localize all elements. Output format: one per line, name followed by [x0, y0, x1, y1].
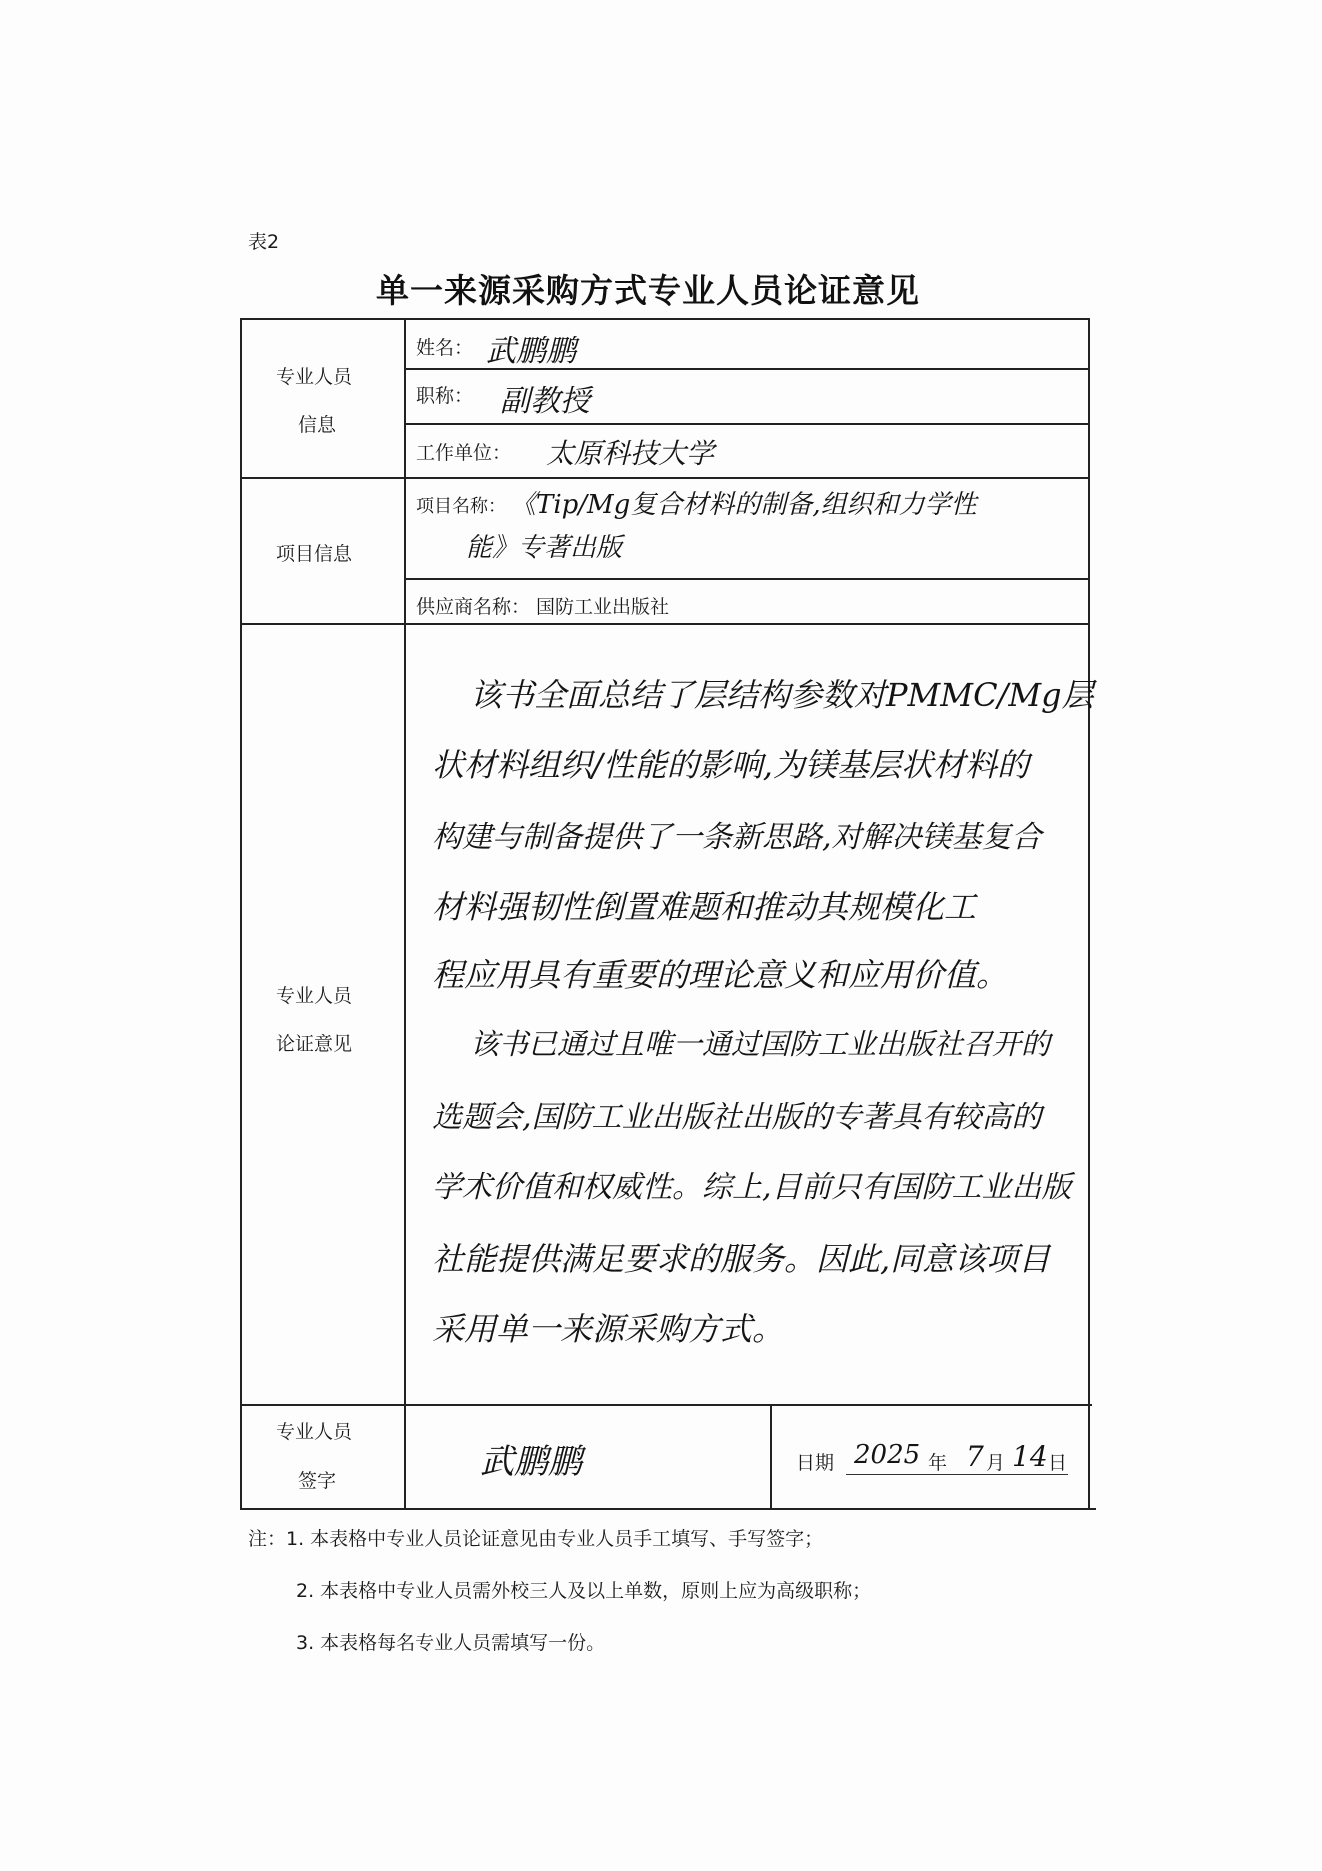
date-day: 14 [1012, 1440, 1048, 1473]
date-year-unit: 年 [928, 1452, 948, 1474]
opinion-line: 选题会,国防工业出版社出版的专著具有较高的 [432, 1100, 1042, 1135]
label-project: 项目信息 [276, 543, 353, 565]
row-divider-opinion [240, 1404, 1092, 1406]
date-underline [846, 1474, 1068, 1475]
label-opinion-line1: 专业人员 [276, 985, 353, 1007]
opinion-line: 采用单一来源采购方式。 [432, 1310, 785, 1348]
opinion-line: 学术价值和权威性。综上,目前只有国防工业出版 [432, 1170, 1072, 1205]
project-name-value-line1: 《Tip/Mg复合材料的制备,组织和力学性 [510, 490, 977, 520]
form-title: 单一来源采购方式专业人员论证意见 [376, 271, 920, 310]
note-2: 2. 本表格中专业人员需外校三人及以上单数，原则上应为高级职称； [296, 1580, 872, 1602]
opinion-line: 状材料组织/性能的影响,为镁基层状材料的 [432, 746, 1029, 784]
table-border-top [240, 318, 1090, 320]
name-label: 姓名： [416, 337, 474, 359]
opinion-line: 材料强韧性倒置难题和推动其规模化工 [432, 888, 977, 926]
date-year: 2025 [854, 1440, 921, 1470]
unit-label: 工作单位： [416, 442, 512, 464]
name-value: 武鹏鹏 [486, 334, 576, 369]
date-label: 日期 [796, 1452, 835, 1474]
project-name-value-line2: 能》专著出版 [466, 533, 623, 563]
row-divider-info [240, 477, 1090, 479]
label-info-line2: 信息 [298, 414, 337, 436]
divider-title [404, 423, 1090, 425]
opinion-line: 社能提供满足要求的服务。因此,同意该项目 [432, 1240, 1051, 1278]
label-signature-line2: 签字 [298, 1470, 337, 1492]
signature: 武鹏鹏 [480, 1442, 582, 1482]
label-signature-line1: 专业人员 [276, 1421, 353, 1443]
label-opinion-line2: 论证意见 [276, 1033, 353, 1055]
table-border-left [240, 318, 242, 1510]
label-info-line1: 专业人员 [276, 366, 353, 388]
table-border-bottom [240, 1508, 1096, 1510]
divider-date-cell [770, 1404, 772, 1508]
label-column-divider [404, 318, 406, 1510]
job-title-label: 职称： [416, 385, 474, 407]
date-day-unit: 日 [1048, 1452, 1068, 1474]
opinion-line: 程应用具有重要的理论意义和应用价值。 [432, 956, 1009, 994]
supplier-value: 国防工业出版社 [536, 596, 670, 618]
note-3: 3. 本表格每名专业人员需填写一份。 [296, 1632, 606, 1654]
unit-value: 太原科技大学 [546, 437, 715, 470]
supplier-label: 供应商名称： [416, 596, 531, 618]
opinion-line: 该书全面总结了层结构参数对PMMC/Mg层 [470, 676, 1094, 714]
row-divider-project [240, 623, 1090, 625]
table-border-right [1088, 318, 1090, 1510]
date-month: 7 [966, 1440, 984, 1473]
date-month-unit: 月 [986, 1452, 1006, 1474]
job-title-value: 副教授 [500, 384, 590, 419]
opinion-line: 构建与制备提供了一条新思路,对解决镁基复合 [432, 820, 1042, 855]
opinion-line: 该书已通过且唯一通过国防工业出版社召开的 [470, 1027, 1051, 1061]
divider-project-name [404, 578, 1090, 580]
table-number: 表2 [248, 231, 280, 253]
note-1: 注：1. 本表格中专业人员论证意见由专业人员手工填写、手写签字； [248, 1528, 824, 1550]
project-name-label: 项目名称： [416, 496, 506, 517]
